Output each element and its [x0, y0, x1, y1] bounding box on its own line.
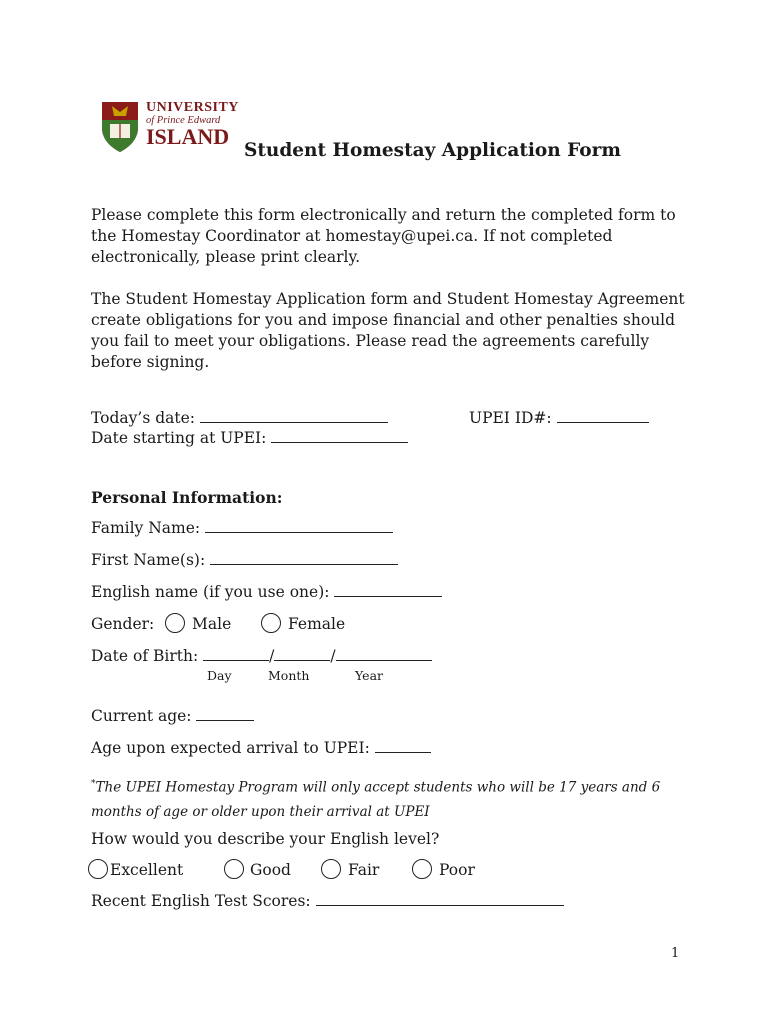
agreement-paragraph: The Student Homestay Application form and Student Homestay Agreement create obligations for you and impose financial and other penalties should you fail to meet your obligations. Please read the agreements carefully before signing. [91, 290, 685, 371]
family-name-label: Family Name: [91, 519, 201, 537]
note-asterisk: * [91, 779, 96, 789]
upei-id-label: UPEI ID#: [469, 409, 552, 427]
gender-female-label: Female [288, 615, 346, 633]
logo-line3: ISLAND [146, 124, 230, 149]
english-name-field[interactable] [334, 582, 442, 597]
gender-male-radio[interactable] [165, 613, 185, 633]
dob-day-field[interactable] [203, 646, 269, 661]
test-scores-field[interactable] [316, 891, 564, 906]
age-arrival-field[interactable] [375, 738, 431, 753]
english-excellent-label: Excellent [110, 861, 184, 879]
dob-month-field[interactable] [274, 646, 330, 661]
todays-date-row [91, 408, 388, 429]
dob-separator: / [269, 647, 275, 665]
first-name-field[interactable] [210, 550, 398, 565]
current-age-field[interactable] [196, 706, 254, 721]
age-requirement-note [91, 772, 701, 824]
english-poor-label: Poor [439, 861, 475, 879]
todays-date-field[interactable] [200, 408, 388, 423]
upei-id-row [469, 408, 649, 429]
crest-icon [100, 98, 140, 152]
current-age-row [91, 706, 254, 727]
english-good-label: Good [250, 861, 291, 879]
family-name-row [91, 518, 393, 539]
page-number: 1 [671, 946, 680, 961]
dob-day-caption: Day [207, 668, 232, 683]
english-fair-label: Fair [348, 861, 380, 879]
date-starting-row [91, 428, 408, 449]
date-starting-field[interactable] [271, 428, 408, 443]
gender-female-radio[interactable] [261, 613, 281, 633]
dob-row [91, 646, 432, 667]
family-name-field[interactable] [205, 518, 393, 533]
first-name-row [91, 550, 398, 571]
english-poor-radio[interactable] [412, 859, 432, 879]
english-name-row [91, 582, 442, 603]
dob-separator: / [330, 647, 336, 665]
note-text: The UPEI Homestay Program will only accept students who will be 17 years and 6 months of age or older upon their arrival at UPEI [91, 779, 661, 820]
english-name-label: English name (if you use one): [91, 583, 330, 601]
intro-paragraph: Please complete this form electronically and return the completed form to the Homestay Coordinator at homestay@upei.ca. If not completed electronically, please print clearly. [91, 206, 676, 266]
university-logo [100, 98, 239, 154]
logo-line1: UNIVERSITY [146, 100, 239, 115]
english-fair-radio[interactable] [321, 859, 341, 879]
dob-month-caption: Month [268, 668, 310, 683]
age-arrival-row [91, 738, 431, 759]
english-excellent-radio[interactable] [88, 859, 108, 879]
gender-label: Gender: [91, 615, 155, 633]
todays-date-label: Today’s date: [91, 409, 195, 427]
page-title: Student Homestay Application Form [244, 140, 621, 161]
age-arrival-label: Age upon expected arrival to UPEI: [91, 739, 370, 757]
english-good-radio[interactable] [224, 859, 244, 879]
dob-year-field[interactable] [336, 646, 432, 661]
date-starting-label: Date starting at UPEI: [91, 429, 267, 447]
dob-label: Date of Birth: [91, 647, 199, 665]
test-scores-row [91, 891, 564, 912]
upei-id-field[interactable] [557, 408, 649, 423]
dob-year-caption: Year [355, 668, 383, 683]
first-name-label: First Name(s): [91, 551, 206, 569]
english-level-question: How would you describe your English level? [91, 830, 440, 848]
current-age-label: Current age: [91, 707, 192, 725]
test-scores-label: Recent English Test Scores: [91, 892, 311, 910]
logo-line2: of Prince Edward [146, 115, 221, 126]
personal-info-heading: Personal Information: [91, 488, 283, 507]
gender-male-label: Male [192, 615, 232, 633]
